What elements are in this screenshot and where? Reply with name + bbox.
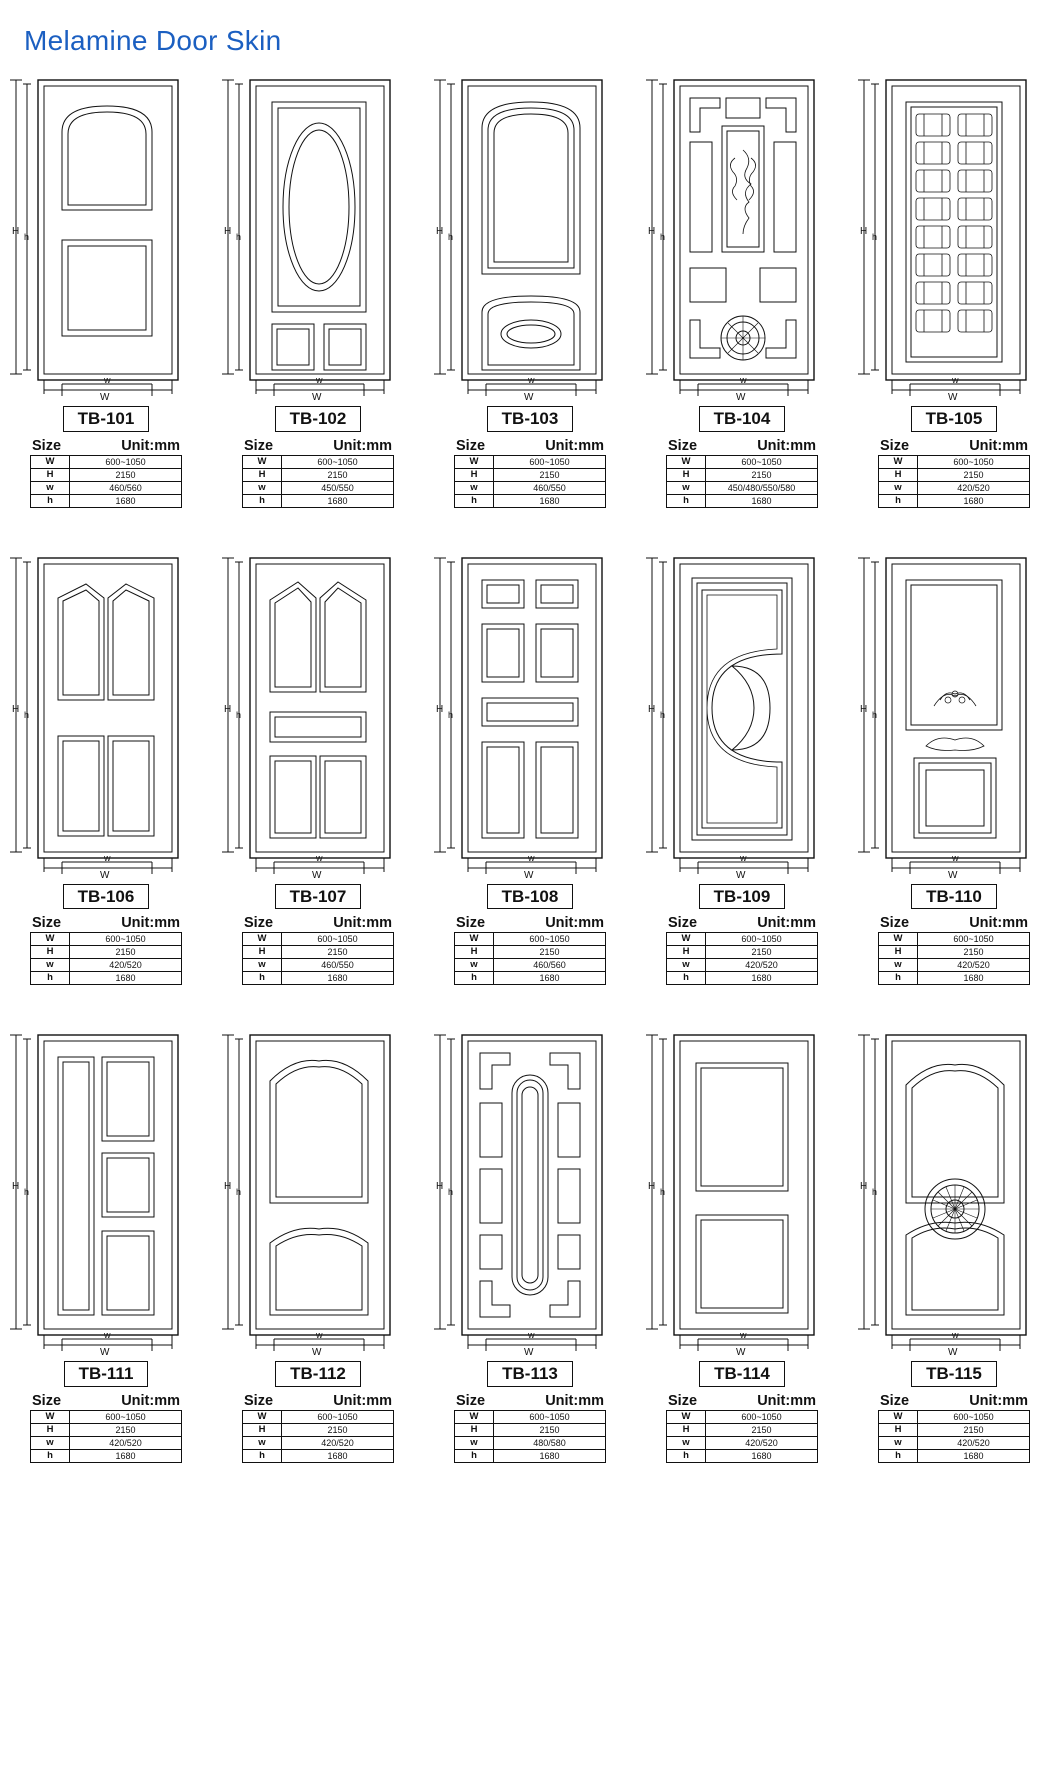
- table-row: W 600~1050: [667, 1410, 818, 1423]
- spec-size-label: Size: [32, 437, 62, 454]
- svg-text:H: H: [860, 226, 868, 237]
- svg-text:H: H: [224, 226, 232, 237]
- door-code-label: TB-112: [275, 1361, 361, 1387]
- door-catalog-grid: [0, 62, 1060, 1473]
- table-row: W 600~1050: [31, 455, 182, 468]
- door-drawing-tb-112: [212, 1017, 424, 1357]
- table-row: w 460/560: [31, 481, 182, 494]
- table-row: W 600~1050: [243, 933, 394, 946]
- svg-text:h: h: [24, 1187, 30, 1198]
- table-row: h 1680: [667, 1449, 818, 1462]
- svg-text:W: W: [524, 392, 534, 402]
- door-card-tb-114[interactable]: [636, 1017, 848, 1463]
- svg-text:W: W: [312, 392, 322, 402]
- spec-unit-label: Unit:mm: [757, 1392, 816, 1409]
- spec-block: [454, 915, 606, 985]
- table-row: h 1680: [31, 972, 182, 985]
- spec-table: [242, 932, 394, 985]
- table-row: W 600~1050: [31, 1410, 182, 1423]
- table-row: H 2150: [879, 946, 1030, 959]
- door-card-tb-112[interactable]: [212, 1017, 424, 1463]
- door-code-label: TB-113: [487, 1361, 573, 1387]
- svg-text:h: h: [872, 1187, 878, 1198]
- door-code-label: TB-115: [911, 1361, 997, 1387]
- table-row: w 450/480/550/580: [667, 481, 818, 494]
- svg-text:h: h: [448, 709, 454, 720]
- door-card-tb-113[interactable]: [424, 1017, 636, 1463]
- table-row: w 420/520: [879, 481, 1030, 494]
- table-row: W 600~1050: [455, 455, 606, 468]
- spec-table: [454, 455, 606, 508]
- door-card-tb-107[interactable]: [212, 540, 424, 986]
- svg-text:h: h: [872, 709, 878, 720]
- table-row: H 2150: [31, 468, 182, 481]
- spec-block: [242, 438, 394, 508]
- spec-table: [30, 932, 182, 985]
- spec-block: [666, 1393, 818, 1463]
- spec-unit-label: Unit:mm: [545, 437, 604, 454]
- table-row: W 600~1050: [455, 933, 606, 946]
- svg-text:h: h: [660, 709, 666, 720]
- svg-text:H: H: [12, 703, 20, 715]
- door-card-tb-106[interactable]: [0, 540, 212, 986]
- spec-table: [242, 455, 394, 508]
- door-code-label: TB-106: [63, 884, 150, 910]
- spec-unit-label: Unit:mm: [333, 437, 392, 454]
- table-row: H 2150: [667, 946, 818, 959]
- door-drawing-tb-101: [0, 62, 212, 402]
- door-card-tb-108[interactable]: [424, 540, 636, 986]
- svg-text:W: W: [736, 392, 746, 402]
- svg-text:H: H: [12, 226, 20, 237]
- door-drawing-tb-104: [636, 62, 848, 402]
- door-card-tb-105[interactable]: [848, 62, 1060, 508]
- svg-text:H: H: [436, 1181, 444, 1193]
- svg-text:W: W: [100, 392, 110, 402]
- table-row: h 1680: [879, 972, 1030, 985]
- svg-text:W: W: [524, 1347, 534, 1358]
- table-row: h 1680: [879, 1449, 1030, 1462]
- spec-size-label: Size: [456, 915, 486, 932]
- door-card-tb-104[interactable]: [636, 62, 848, 508]
- spec-block: [666, 438, 818, 508]
- spec-size-label: Size: [456, 437, 486, 454]
- spec-table: [242, 1410, 394, 1463]
- svg-text:w: w: [104, 375, 111, 385]
- door-drawing-tb-113: [424, 1017, 636, 1357]
- door-drawing-tb-102: [212, 62, 424, 402]
- table-row: W 600~1050: [667, 933, 818, 946]
- table-row: H 2150: [31, 1423, 182, 1436]
- door-code-label: TB-114: [699, 1361, 785, 1387]
- table-row: H 2150: [879, 468, 1030, 481]
- door-drawing-tb-107: [212, 540, 424, 880]
- spec-block: [878, 915, 1030, 985]
- svg-text:h: h: [448, 232, 454, 242]
- svg-text:H: H: [436, 703, 444, 715]
- page-title: Melamine Door Skin: [24, 24, 282, 56]
- spec-block: [878, 1393, 1030, 1463]
- spec-table: [30, 455, 182, 508]
- table-row: W 600~1050: [455, 1410, 606, 1423]
- table-row: w 460/550: [455, 481, 606, 494]
- door-drawing-tb-108: [424, 540, 636, 880]
- svg-text:H: H: [860, 703, 868, 715]
- table-row: h 1680: [455, 972, 606, 985]
- door-card-tb-111[interactable]: [0, 1017, 212, 1463]
- spec-block: [454, 1393, 606, 1463]
- table-row: H 2150: [667, 468, 818, 481]
- table-row: W 600~1050: [879, 455, 1030, 468]
- spec-table: [878, 932, 1030, 985]
- svg-text:H: H: [436, 226, 444, 237]
- door-drawing-tb-106: [0, 540, 212, 880]
- table-row: H 2150: [455, 946, 606, 959]
- svg-text:W: W: [312, 1347, 322, 1358]
- table-row: h 1680: [31, 1449, 182, 1462]
- svg-text:h: h: [236, 709, 242, 720]
- spec-table: [878, 1410, 1030, 1463]
- door-drawing-tb-109: [636, 540, 848, 880]
- table-row: w 420/520: [667, 1436, 818, 1449]
- svg-text:w: w: [740, 1330, 747, 1341]
- svg-text:h: h: [660, 1187, 666, 1198]
- svg-text:W: W: [736, 869, 746, 880]
- svg-text:W: W: [948, 392, 958, 402]
- spec-block: [454, 438, 606, 508]
- door-code-label: TB-104: [699, 406, 786, 432]
- spec-size-label: Size: [244, 1392, 274, 1409]
- svg-text:h: h: [872, 232, 878, 242]
- table-row: h 1680: [243, 1449, 394, 1462]
- spec-size-label: Size: [668, 915, 698, 932]
- spec-size-label: Size: [668, 437, 698, 454]
- table-row: W 600~1050: [31, 933, 182, 946]
- svg-text:w: w: [740, 852, 747, 863]
- svg-text:h: h: [236, 1187, 242, 1198]
- table-row: W 600~1050: [243, 455, 394, 468]
- spec-size-label: Size: [880, 437, 910, 454]
- svg-text:w: w: [104, 1330, 111, 1341]
- table-row: h 1680: [667, 494, 818, 507]
- spec-table: [878, 455, 1030, 508]
- door-drawing-tb-105: [848, 62, 1060, 402]
- spec-table: [666, 1410, 818, 1463]
- table-row: H 2150: [243, 468, 394, 481]
- spec-table: [454, 932, 606, 985]
- svg-text:w: w: [740, 375, 747, 385]
- spec-unit-label: Unit:mm: [333, 915, 392, 932]
- door-code-label: TB-110: [911, 884, 997, 910]
- table-row: w 420/520: [31, 959, 182, 972]
- svg-text:H: H: [860, 1181, 868, 1193]
- spec-unit-label: Unit:mm: [757, 915, 816, 932]
- svg-text:w: w: [316, 852, 323, 863]
- spec-size-label: Size: [32, 915, 62, 932]
- spec-unit-label: Unit:mm: [545, 915, 604, 932]
- spec-size-label: Size: [668, 1392, 698, 1409]
- door-code-label: TB-105: [911, 406, 998, 432]
- svg-text:w: w: [952, 852, 959, 863]
- svg-text:W: W: [100, 869, 110, 880]
- spec-table: [666, 932, 818, 985]
- spec-unit-label: Unit:mm: [757, 437, 816, 454]
- door-drawing-tb-110: [848, 540, 1060, 880]
- svg-text:w: w: [316, 1330, 323, 1341]
- door-code-label: TB-108: [487, 884, 574, 910]
- door-drawing-tb-111: [0, 1017, 212, 1357]
- svg-text:W: W: [736, 1347, 746, 1358]
- svg-text:w: w: [528, 1330, 535, 1341]
- svg-text:W: W: [100, 1347, 110, 1358]
- spec-unit-label: Unit:mm: [121, 437, 180, 454]
- table-row: h 1680: [455, 494, 606, 507]
- door-code-label: TB-109: [699, 884, 786, 910]
- table-row: h 1680: [243, 972, 394, 985]
- spec-size-label: Size: [456, 1392, 486, 1409]
- spec-unit-label: Unit:mm: [969, 915, 1028, 932]
- spec-block: [242, 915, 394, 985]
- svg-text:w: w: [952, 1330, 959, 1341]
- spec-size-label: Size: [880, 1392, 910, 1409]
- table-row: w 420/520: [879, 959, 1030, 972]
- svg-text:h: h: [24, 232, 30, 242]
- table-row: h 1680: [243, 494, 394, 507]
- door-drawing-tb-115: [848, 1017, 1060, 1357]
- door-drawing-tb-103: [424, 62, 636, 402]
- spec-size-label: Size: [32, 1392, 62, 1409]
- table-row: H 2150: [31, 946, 182, 959]
- door-drawing-tb-114: [636, 1017, 848, 1357]
- table-row: w 450/550: [243, 481, 394, 494]
- door-card-tb-102[interactable]: [212, 62, 424, 508]
- svg-text:w: w: [528, 852, 535, 863]
- table-row: w 420/520: [667, 959, 818, 972]
- svg-text:W: W: [948, 869, 958, 880]
- table-row: w 460/550: [243, 959, 394, 972]
- table-row: W 600~1050: [879, 933, 1030, 946]
- spec-block: [30, 1393, 182, 1463]
- table-row: w 480/580: [455, 1436, 606, 1449]
- door-card-tb-109[interactable]: [636, 540, 848, 986]
- door-card-tb-110[interactable]: [848, 540, 1060, 986]
- spec-unit-label: Unit:mm: [545, 1392, 604, 1409]
- svg-text:h: h: [448, 1187, 454, 1198]
- svg-text:h: h: [660, 232, 666, 242]
- table-row: w 460/560: [455, 959, 606, 972]
- svg-text:H: H: [648, 226, 656, 237]
- table-row: W 600~1050: [667, 455, 818, 468]
- spec-table: [454, 1410, 606, 1463]
- spec-block: [242, 1393, 394, 1463]
- table-row: w 420/520: [879, 1436, 1030, 1449]
- table-row: W 600~1050: [879, 1410, 1030, 1423]
- spec-table: [30, 1410, 182, 1463]
- table-row: w 420/520: [243, 1436, 394, 1449]
- catalog-row-3: [0, 1017, 1060, 1463]
- svg-text:W: W: [948, 1347, 958, 1358]
- spec-unit-label: Unit:mm: [121, 1392, 180, 1409]
- table-row: W 600~1050: [243, 1410, 394, 1423]
- table-row: H 2150: [243, 946, 394, 959]
- svg-text:W: W: [312, 869, 322, 880]
- table-row: H 2150: [455, 1423, 606, 1436]
- svg-text:w: w: [528, 375, 535, 385]
- svg-text:w: w: [316, 375, 323, 385]
- door-code-label: TB-111: [64, 1361, 149, 1387]
- spec-unit-label: Unit:mm: [969, 1392, 1028, 1409]
- spec-unit-label: Unit:mm: [121, 915, 180, 932]
- spec-block: [666, 915, 818, 985]
- door-code-label: TB-103: [487, 406, 574, 432]
- table-row: H 2150: [667, 1423, 818, 1436]
- spec-size-label: Size: [244, 915, 274, 932]
- spec-block: [30, 915, 182, 985]
- door-card-tb-101[interactable]: [0, 62, 212, 508]
- svg-text:w: w: [104, 852, 111, 863]
- table-row: H 2150: [243, 1423, 394, 1436]
- door-code-label: TB-107: [275, 884, 362, 910]
- catalog-row-2: [0, 540, 1060, 986]
- table-row: h 1680: [455, 1449, 606, 1462]
- spec-block: [878, 438, 1030, 508]
- svg-text:W: W: [524, 869, 534, 880]
- catalog-row-1: [0, 62, 1060, 508]
- svg-text:H: H: [648, 703, 656, 715]
- table-row: H 2150: [455, 468, 606, 481]
- spec-unit-label: Unit:mm: [333, 1392, 392, 1409]
- door-code-label: TB-101: [63, 406, 150, 432]
- spec-size-label: Size: [880, 915, 910, 932]
- door-card-tb-115[interactable]: [848, 1017, 1060, 1463]
- table-row: h 1680: [31, 494, 182, 507]
- svg-text:h: h: [24, 709, 30, 720]
- svg-text:H: H: [12, 1181, 20, 1193]
- table-row: H 2150: [879, 1423, 1030, 1436]
- spec-block: [30, 438, 182, 508]
- svg-text:H: H: [224, 1181, 232, 1193]
- table-row: w 420/520: [31, 1436, 182, 1449]
- spec-size-label: Size: [244, 437, 274, 454]
- door-code-label: TB-102: [275, 406, 362, 432]
- spec-table: [666, 455, 818, 508]
- table-row: h 1680: [879, 494, 1030, 507]
- door-card-tb-103[interactable]: [424, 62, 636, 508]
- svg-text:w: w: [952, 375, 959, 385]
- svg-text:h: h: [236, 232, 242, 242]
- table-row: h 1680: [667, 972, 818, 985]
- spec-unit-label: Unit:mm: [969, 437, 1028, 454]
- svg-text:H: H: [648, 1181, 656, 1193]
- svg-text:H: H: [224, 703, 232, 715]
